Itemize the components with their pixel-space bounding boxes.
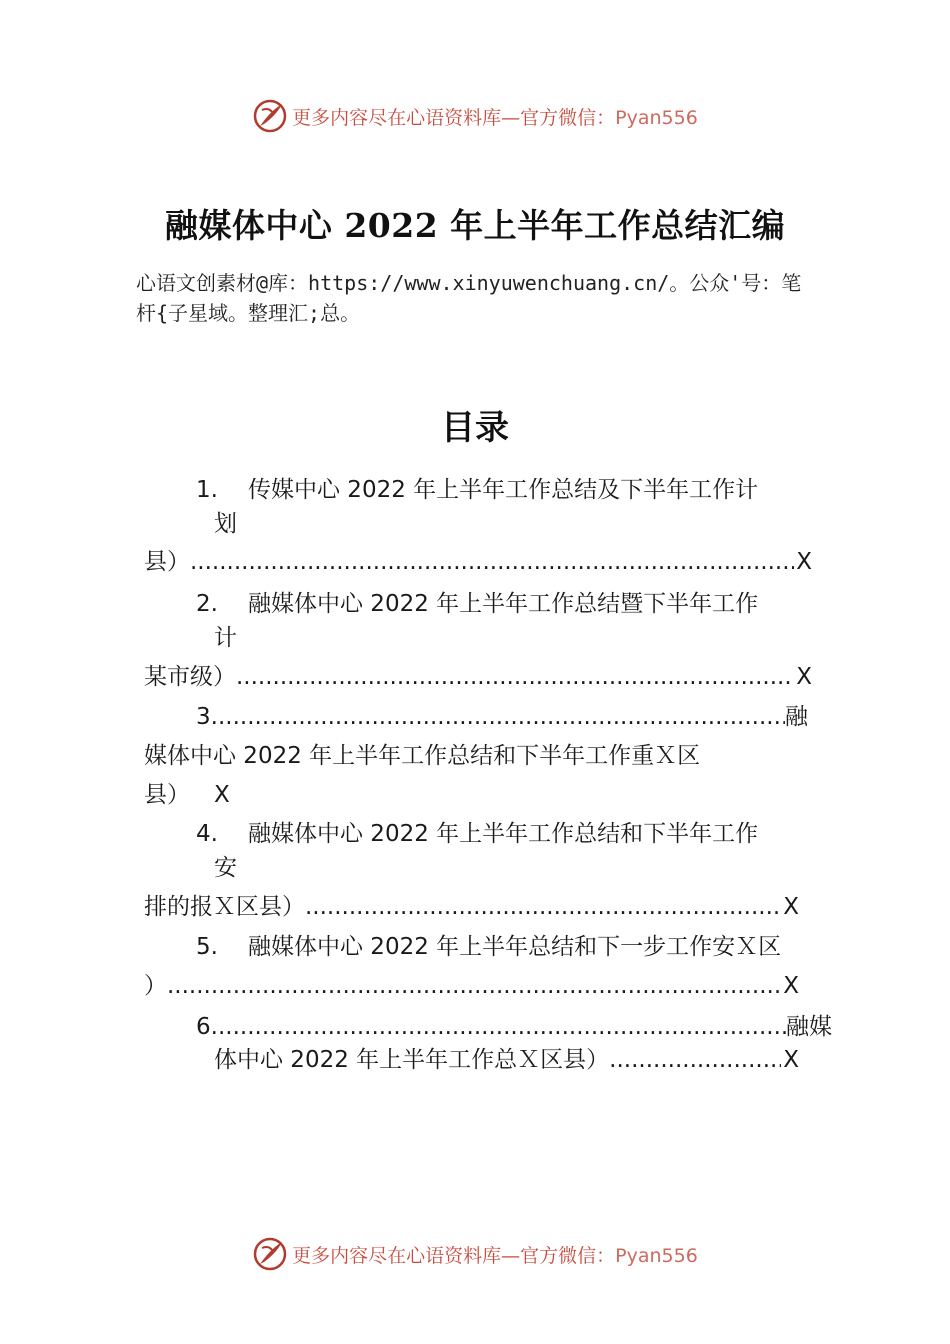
toc-entry-6-number: 6. [196,1014,218,1040]
toc-entry-6-line1-end: 融媒 [786,1014,832,1040]
toc-entry-2-line1[interactable]: 融媒体中心 2022 年上半年工作总结暨下半年工作 [248,591,759,617]
toc-entry-6-leader-top[interactable] [196,1011,832,1043]
toc-entry-3-line1-end: 融 [785,704,808,730]
toc-entry-3-number: 3. [196,704,218,730]
toc-entry-5-line1[interactable]: 融媒体中心 2022 年上半年总结和下一步工作安Ｘ区 [248,934,782,960]
footer-banner [0,1234,950,1274]
banner-text: 更多内容尽在心语资料库—官方微信：Pyan556 [292,1244,698,1267]
dot-leader [218,1011,786,1043]
toc-entry-6-page: X [783,1047,799,1073]
toc-entry-4-leader[interactable] [144,891,799,923]
dot-leader [190,546,794,578]
wechat-account: Pyan556 [615,106,698,129]
banner-text: 更多内容尽在心语资料库—官方微信：Pyan556 [292,106,698,129]
toc-entry-6-leader[interactable] [214,1044,799,1076]
feather-seal-icon [252,1236,288,1272]
toc-entry-1-line3: 县） [144,549,190,575]
dot-leader [609,1044,781,1076]
toc-entry-3-page: X [214,782,230,808]
toc-entry-2-page: X [796,664,812,690]
toc-entry-1-number: 1. [196,477,218,503]
toc-entry-3-line2[interactable]: 媒体中心 2022 年上半年工作总结和下半年工作重Ｘ区 [144,743,701,769]
toc-entry-5-leader[interactable] [144,970,799,1002]
toc-entry-3-leader[interactable] [196,701,808,733]
toc-entry-5-page: X [783,973,799,999]
toc-entry-2-leader[interactable] [144,661,812,693]
header-banner [0,96,950,136]
toc-entry-1-leader[interactable] [144,546,812,578]
dot-leader [218,701,785,733]
dot-leader [236,661,794,693]
toc-entry-4-line2[interactable]: 安 [214,855,237,881]
dot-leader [167,970,781,1002]
toc-entry-1-page: X [796,549,812,575]
toc-entry-4-number: 4. [196,821,218,847]
toc-entry-2-line3: 某市级） [144,664,236,690]
toc-entry-5-line3: ） [144,973,167,999]
toc-entry-4-page: X [783,894,799,920]
feather-seal-icon [252,98,288,134]
toc-entry-4-line1[interactable]: 融媒体中心 2022 年上半年工作总结和下半年工作 [248,821,759,847]
toc-entry-1-line2[interactable]: 划 [214,511,237,537]
wechat-account: Pyan556 [615,1244,698,1267]
dot-leader [305,891,781,923]
toc-entry-2-line2[interactable]: 计 [214,625,237,651]
document-title: 融媒体中心 2022 年上半年工作总结汇编 [164,206,786,245]
toc-entry-1-line1[interactable]: 传媒中心 2022 年上半年工作总结及下半年工作计 [248,477,759,503]
toc-entry-6-line2: 体中心 2022 年上半年工作总Ｘ区县） [214,1047,610,1073]
source-note: 心语文创素材@库：https://www.xinyuwenchuang.cn/。公众'号：笔杆{子星域。整理汇;总。 [136,271,802,325]
toc-entry-3-line3[interactable]: 县） [144,782,190,808]
toc-heading: 目录 [441,408,509,448]
toc-entry-4-line3: 排的报Ｘ区县） [144,894,305,920]
toc-entry-5-number: 5. [196,934,218,960]
toc-entry-2-number: 2. [196,591,218,617]
